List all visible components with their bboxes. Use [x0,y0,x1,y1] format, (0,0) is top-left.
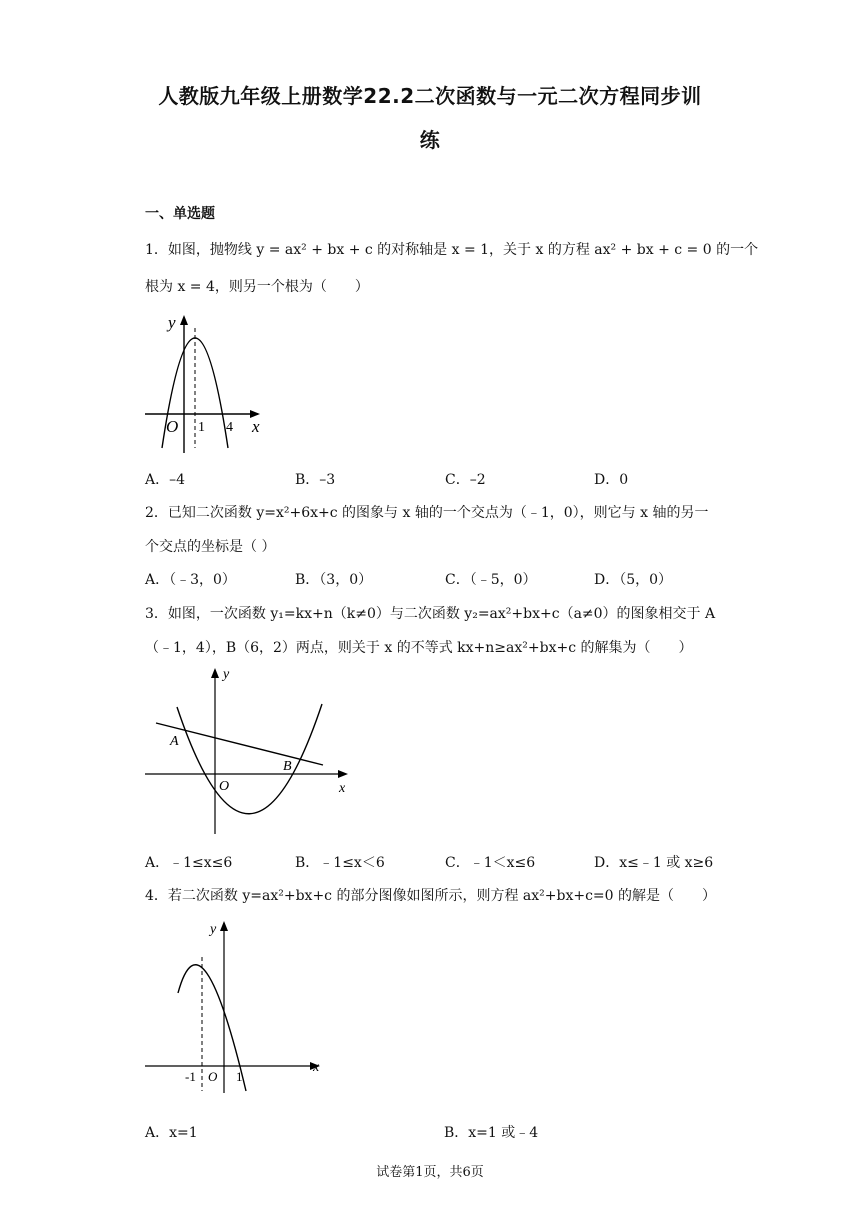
q1-text-line2: 根为 x = 4，则另一个根为（ ） [145,279,369,295]
q4-tick-1: 1 [236,1069,243,1084]
q3-option-a: A．﹣1≤x≤6 [145,855,233,871]
q4-tick-minus1: -1 [185,1069,196,1084]
q3-point-a-label: A [170,734,179,749]
q1-y-label: y [168,313,176,332]
q1-option-a: A．–4 [145,472,186,488]
q3-figure [140,662,358,838]
q4-option-a: A．x=1 [145,1125,198,1141]
q3-text-line1: 3．如图，一次函数 y₁=kx+n（k≠0）与二次函数 y₂=ax²+bx+c（a≠0）的图象相交于 A [145,606,716,622]
q3-option-d: D．x≤﹣1 或 x≥6 [594,855,714,871]
q4-x-label: x [313,1060,320,1075]
q2-text-line1: 2．已知二次函数 y=x²+6x+c 的图象与 x 轴的一个交点为（﹣1，0），则它与 x 轴的另一 [145,505,709,521]
q2-option-b: B．（3，0） [295,572,373,588]
page-title-line1: 人教版九年级上册数学22.2二次函数与一元二次方程同步训 [158,84,702,108]
q2-option-a: A．（﹣3，0） [145,572,236,588]
q1-option-b: B．–3 [295,472,336,488]
q2-text-line2: 个交点的坐标是（ ） [145,539,276,555]
q3-origin-label: O [219,779,230,794]
section-heading: 一、单选题 [145,206,215,222]
page-footer: 试卷第1页，共6页 [376,1165,484,1180]
q1-figure [140,308,270,456]
q1-x-label: x [252,417,260,436]
q3-x-label: x [339,781,346,796]
q4-origin-label: O [208,1069,218,1084]
q3-option-c: C．﹣1＜x≤6 [445,855,536,871]
q2-option-c: C．（﹣5，0） [445,572,537,588]
q3-y-label: y [223,667,230,682]
q1-text-line1: 1．如图，抛物线 y = ax² + bx + c 的对称轴是 x = 1，关于 x 的方程 ax² + bx + c = 0 的一个 [145,242,759,258]
q1-tick-4: 4 [226,420,233,435]
q4-figure [140,915,332,1095]
q1-tick-1: 1 [198,420,205,435]
q2-option-d: D．（5，0） [594,572,673,588]
q4-option-b: B．x=1 或﹣4 [444,1125,539,1141]
page-title-line2: 练 [419,128,441,152]
q3-point-b-label: B [283,759,292,774]
q1-option-c: C．–2 [445,472,486,488]
q3-text-line2: （﹣1，4），B（6，2）两点，则关于 x 的不等式 kx+n≥ax²+bx+c 的解集为（ ） [145,640,693,656]
q4-text-line1: 4．若二次函数 y=ax²+bx+c 的部分图像如图所示，则方程 ax²+bx+c=0 的解是（ ） [145,888,717,904]
q3-option-b: B．﹣1≤x＜6 [295,855,385,871]
q1-origin-label: O [166,417,179,436]
q4-y-label: y [210,922,217,937]
q1-option-d: D．0 [594,472,629,488]
